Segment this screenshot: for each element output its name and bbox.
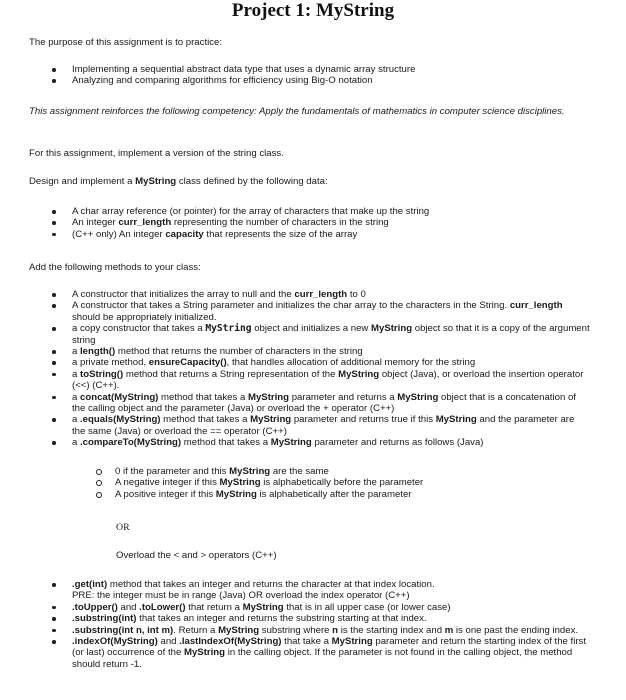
list-item: A negative integer if this MyString is alphabetically before the parameter xyxy=(96,477,596,488)
list-item: .get(int) method that takes an integer and returns the character at that index location. PRE: the integer must be in range (Java) OR overload the index operator (C++) xyxy=(50,579,590,602)
design-text: Design and implement a MyString class defined by the following data: xyxy=(29,176,328,187)
list-item: (C++ only) An integer capacity that represents the size of the array xyxy=(50,229,590,240)
list-item: Implementing a sequential abstract data type that uses a dynamic array structure xyxy=(50,64,590,75)
list-item: A positive integer if this MyString is alphabetically after the parameter xyxy=(96,489,596,500)
list-item: a toString() method that returns a String representation of the MyString object (Java), or overload the insertion operator (<<) (C++). xyxy=(50,369,590,392)
list-item: .indexOf(MyString) and .lastIndexOf(MyString) that take a MyString parameter and return the starting index of the first (or last) occurrence of the MyString in the calling object. If the parameter is not found in the calling object, the method should return -1. xyxy=(50,636,590,670)
purpose-list xyxy=(50,64,590,87)
list-item: a concat(MyString) method that takes a MyString parameter and returns a MyString object that is a concatenation of the calling object and the parameter (Java) or overload the + operator (C++) xyxy=(50,392,590,415)
list-item: a private method, ensureCapacity(), that handles allocation of additional memory for the string xyxy=(50,357,590,368)
methods-intro: Add the following methods to your class: xyxy=(29,262,201,273)
or-label: OR xyxy=(116,522,130,533)
list-item: .substring(int) that takes an integer and returns the substring starting at that index. xyxy=(50,613,590,624)
list-item: a length() method that returns the number of characters in the string xyxy=(50,346,590,357)
page-title: Project 1: MyString xyxy=(231,0,395,21)
list-item: An integer curr_length representing the number of characters in the string xyxy=(50,217,590,228)
list-item: A constructor that initializes the array to null and the curr_length to 0 xyxy=(50,289,590,300)
list-item: A char array reference (or pointer) for the array of characters that make up the string xyxy=(50,206,590,217)
list-item: a .equals(MyString) method that takes a MyString parameter and returns true if this MyString and the parameter are the same (Java) or overload the == operator (C++) xyxy=(50,414,590,437)
list-item: .toUpper() and .toLower() that return a MyString that is in all upper case (or lower case) xyxy=(50,602,590,613)
list-item: A constructor that takes a String parameter and initializes the char array to the characters in the String. curr_length should be appropriately initialized. xyxy=(50,300,590,323)
data-list xyxy=(50,206,590,240)
list-item: .substring(int n, int m). Return a MyString substring where n is the starting index and m is one past the ending index. xyxy=(50,625,590,636)
compare-sub-list xyxy=(96,466,596,500)
list-item: a copy constructor that takes a MyString object and initializes a new MyString object so that it is a copy of the argument string xyxy=(50,323,590,346)
overload-text: Overload the < and > operators (C++) xyxy=(116,550,277,561)
intro-text: The purpose of this assignment is to practice: xyxy=(29,37,223,48)
more-methods-list xyxy=(50,579,590,670)
competency-text: This assignment reinforces the following competency: Apply the fundamentals of mathematics in computer science disciplines. xyxy=(29,106,565,117)
methods-list xyxy=(50,289,590,449)
list-item: 0 if the parameter and this MyString are the same xyxy=(96,466,596,477)
list-item: a .compareTo(MyString) method that takes a MyString parameter and returns as follows (Java) xyxy=(50,437,590,448)
list-item: Analyzing and comparing algorithms for efficiency using Big-O notation xyxy=(50,75,590,86)
implement-text: For this assignment, implement a version of the string class. xyxy=(29,148,284,159)
